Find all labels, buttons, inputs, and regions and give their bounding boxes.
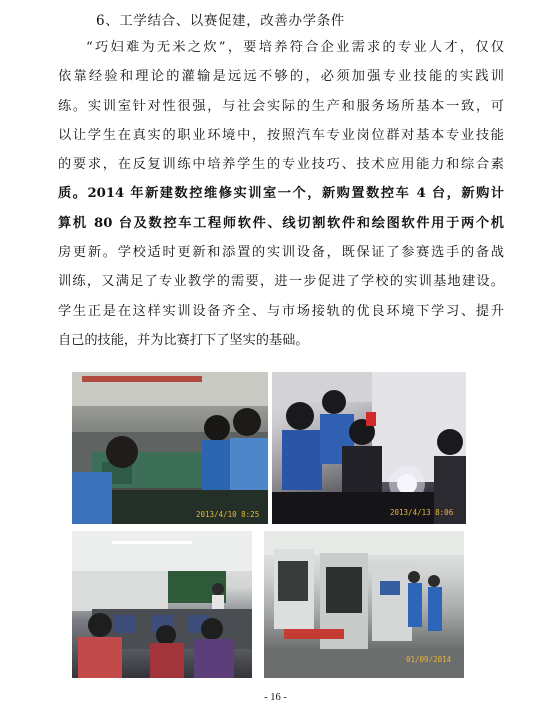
welding-scene-graphic: [272, 372, 466, 524]
paragraph-line: 训练，又满足了专业教学的需要，进一步促进了学校的实训基地建设。: [58, 274, 504, 290]
paragraph-line: 以让学生在真实的职业环境中，按照汽车专业岗位群对基本专业技能: [58, 127, 504, 143]
paragraph-line: 的要求，在反复训练中培养学生的专业技巧、技术应用能力和综合素: [58, 157, 504, 173]
paragraph-line: 依靠经验和理论的灌输是远远不够的，必须加强专业技能的实践训: [58, 69, 504, 85]
photo-lathe-training: [72, 372, 268, 524]
photo-welding-training: [272, 372, 466, 524]
photo-timestamp: 2013/4/13 8:06: [390, 508, 454, 517]
photo-cnc-workshop: [264, 531, 464, 678]
photo-timestamp: 01/09/2014: [406, 655, 452, 664]
page-number: - 16 -: [264, 692, 287, 703]
paragraph-line: 房更新。学校适时更新和添置的实训设备，既保证了参赛选手的备战: [58, 245, 504, 261]
computer-lab-scene-graphic: [72, 531, 252, 678]
body-paragraph: [58, 33, 504, 355]
photo-computer-lab: [72, 531, 252, 678]
photo-timestamp: 2013/4/10 8:25: [196, 510, 260, 519]
paragraph-line: 算机 80 台及数控车工程师软件、线切割软件和绘图软件用于两个机: [58, 215, 504, 231]
paragraph-line: “巧妇难为无米之炊”，要培养符合企业需求的专业人才，仅仅: [86, 40, 504, 55]
paragraph-line: 学生正是在这样实训设备齐全、与市场接轨的优良环境下学习、提升: [58, 303, 504, 319]
paragraph-line: 练。实训室针对性很强，与社会实际的生产和服务场所基本一致，可: [58, 98, 504, 114]
paragraph-line: 自己的技能，并为比赛打下了坚实的基础。: [58, 332, 309, 348]
lathe-scene-graphic: [72, 372, 268, 524]
section-heading: 6、工学结合、以赛促建，改善办学条件: [96, 13, 345, 29]
paragraph-line: 质。2014 年新建数控维修实训室一个，新购置数控车 4 台，新购计: [58, 186, 504, 202]
